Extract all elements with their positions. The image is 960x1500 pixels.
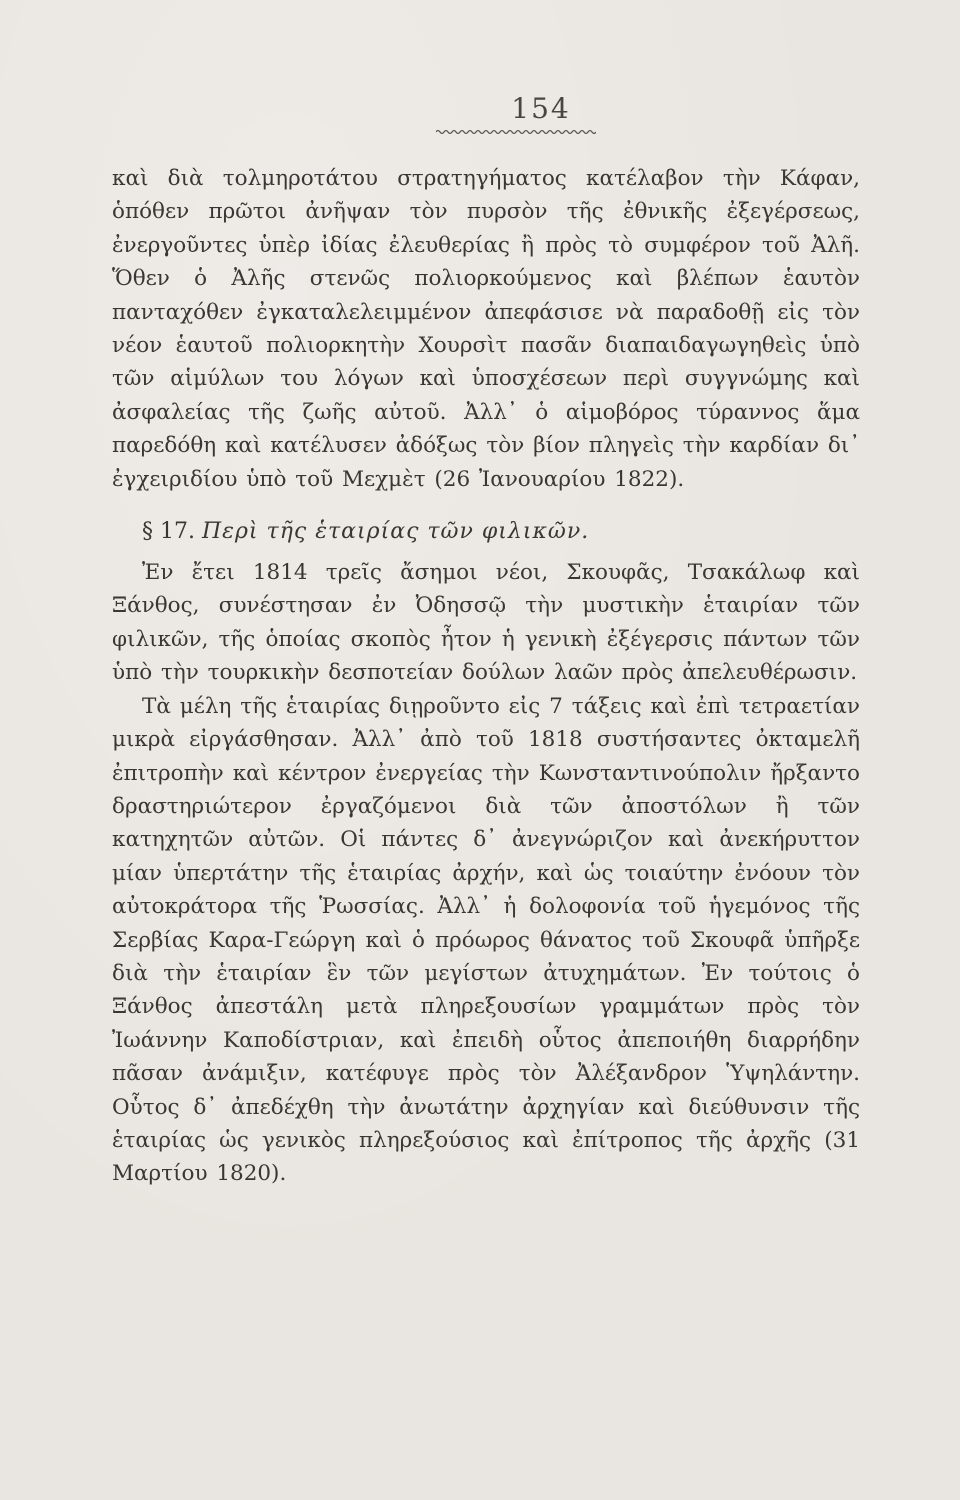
ornamental-rule <box>436 128 596 136</box>
wavy-rule-icon <box>436 128 596 136</box>
page-number: 154 <box>511 92 571 125</box>
paragraph-1: καὶ διὰ τολμηροτάτου στρατηγήματος κατέλαβον τὴν Κάφαν, ὁπόθεν πρῶτοι ἀνῆψαν τὸν πυρσὸν τῆς ἐθνικῆς ἐξεγέρσεως, ἐνεργοῦντες ὑπὲρ ἰδίας ἐλευθερίας ἢ πρὸς τὸ συμφέρον τοῦ Ἀλῆ. Ὅθεν ὁ Ἀλῆς στενῶς πολιορκούμενος καὶ βλέπων ἑαυτὸν πανταχόθεν ἐγκαταλελειμμένον ἀπεφάσισε νὰ παραδοθῇ εἰς τὸν νέον ἑαυτοῦ πολιορκητὴν Χουρσὶτ πασᾶν διαπαιδαγωγηθεὶς ὑπὸ τῶν αἱμύλων του λόγων καὶ ὑποσχέσεων περὶ συγγνώμης καὶ ἀσφαλείας τῆς ζωῆς αὐτοῦ. Ἀλλ᾽ ὁ αἱμοβόρος τύραννος ἅμα παρεδόθη καὶ κατέλυσεν ἀδόξως τὸν βίον πληγεὶς τὴν καρδίαν δι᾽ ἐγχειριδίου ὑπὸ τοῦ Μεχμὲτ (26 Ἰανουαρίου 1822). <box>112 166 860 492</box>
section-title: Περὶ τῆς ἑταιρίας τῶν φιλικῶν. <box>201 519 590 545</box>
paragraph-2: Ἐν ἔτει 1814 τρεῖς ἄσημοι νέοι, Σκουφᾶς, Τσακάλωφ καὶ Ξάνθος, συνέστησαν ἐν Ὀδησσῷ τὴν μυστικὴν ἑταιρίαν τῶν φιλικῶν, τῆς ὁποίας σκοπὸς ἦτον ἡ γενικὴ ἐξέγερσις πάντων τῶν ὑπὸ τὴν τουρκικὴν δεσποτείαν δούλων λαῶν πρὸς ἀπελευθέρωσιν. <box>112 560 860 686</box>
paragraph-3: Τὰ μέλη τῆς ἑταιρίας διῃροῦντο εἰς 7 τάξεις καὶ ἐπὶ τετραετίαν μικρὰ εἰργάσθησαν. Ἀλλ᾽ ἀπὸ τοῦ 1818 συστήσαντες ὀκταμελῆ ἐπιτροπὴν καὶ κέντρον ἐνεργείας τὴν Κωνσταντινούπολιν ἤρξαντο δραστηριώτερον ἐργαζόμενοι διὰ τῶν ἀποστόλων ἢ τῶν κατηχητῶν αὐτῶν. Οἱ πάντες δ᾽ ἀνεγνώριζον καὶ ἀνεκήρυττον μίαν ὑπερτάτην τῆς ἑταιρίας ἀρχήν, καὶ ὡς τοιαύτην ἐνόουν τὸν αὐτοκράτορα τῆς Ῥωσσίας. Ἀλλ᾽ ἡ δολοφονία τοῦ ἡγεμόνος τῆς Σερβίας Καρα-Γεώργη καὶ ὁ πρόωρος θάνατος τοῦ Σκουφᾶ ὑπῆρξε διὰ τὴν ἑταιρίαν ἓν τῶν μεγίστων ἀτυχημάτων. Ἐν τούτοις ὁ Ξάνθος ἀπεστάλη μετὰ πληρεξουσίων γραμμάτων πρὸς τὸν Ἰωάννην Καποδίστριαν, καὶ ἐπειδὴ οὗτος ἀπεποιήθη διαρρήδην πᾶσαν ἀνάμιξιν, κατέφυγε πρὸς τὸν Ἀλέξανδρον Ὑψηλάντην. Οὗτος δ᾽ ἀπεδέχθη τὴν ἀνωτάτην ἀρχηγίαν καὶ διεύθυνσιν τῆς ἑταιρίας ὡς γενικὸς πληρεξούσιος καὶ ἐπίτροπος τῆς ἀρχῆς (31 Μαρτίου 1820). <box>112 693 860 1187</box>
section-number: § 17. <box>142 519 195 545</box>
section-heading <box>112 516 860 548</box>
